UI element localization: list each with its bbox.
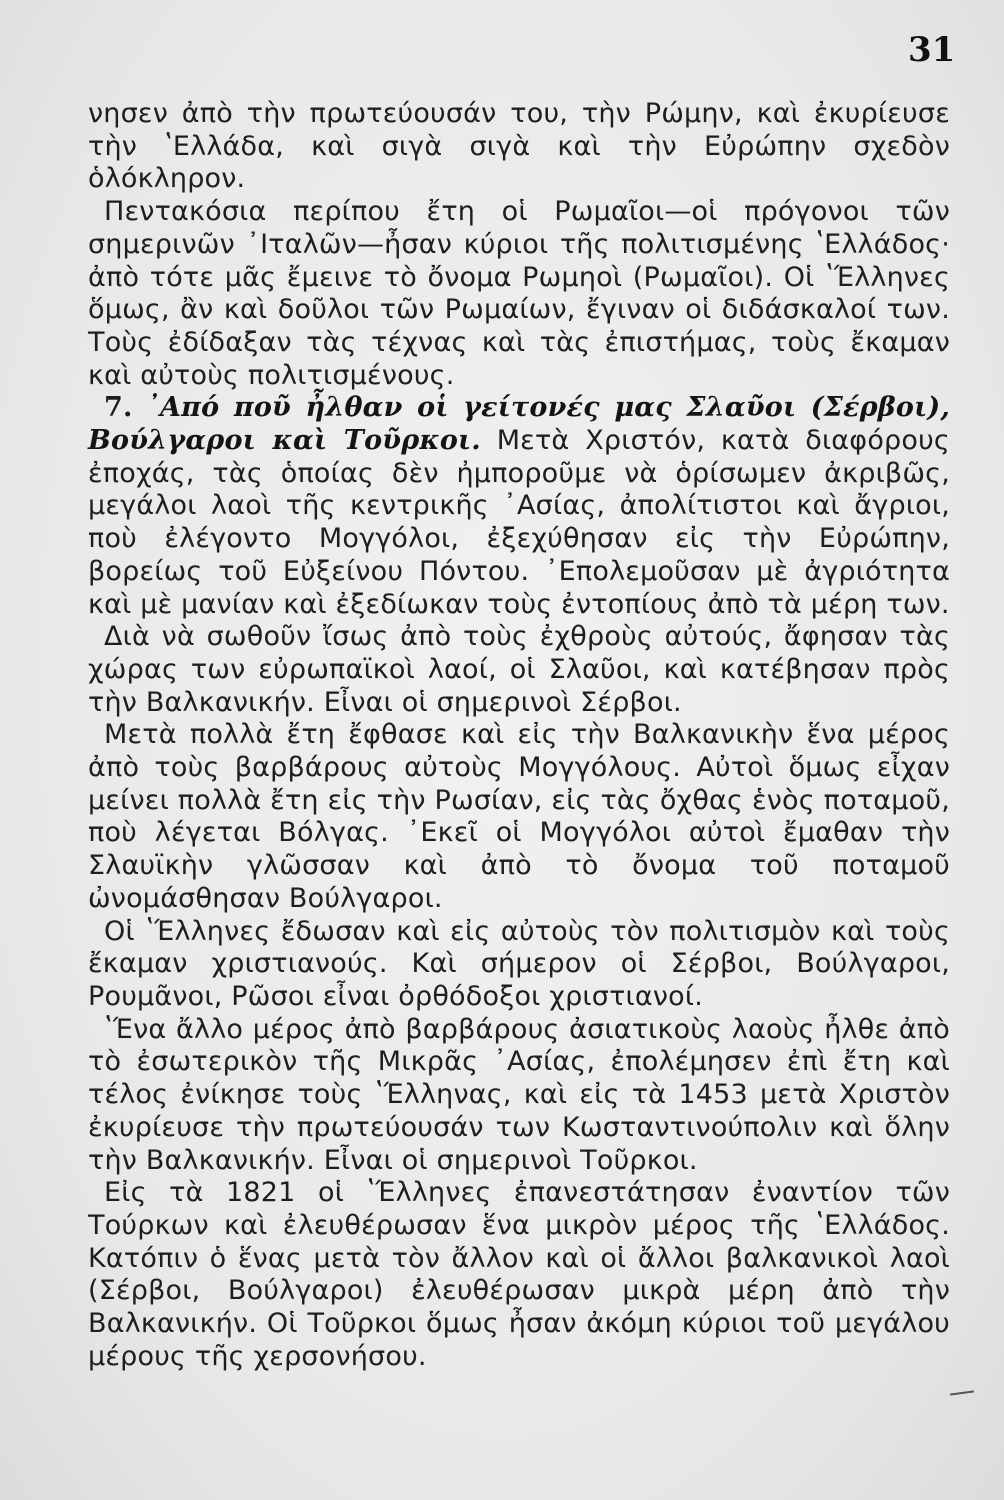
paragraph-1: νησεν ἀπὸ τὴν πρωτεύουσάν του, τὴν Ρώμην, καὶ ἐκυρίευσε τὴν ʽΕλλάδα, καὶ σιγὰ σιγὰ καὶ τὴν Εὐρώπην σχεδὸν ὁλόκληρον. [88, 98, 950, 195]
paragraph-3 [88, 392, 950, 621]
paragraph-4: Διὰ νὰ σωθοῦν ἴσως ἀπὸ τοὺς ἐχθροὺς αὐτούς, ἄφησαν τὰς χώρας των εὐρωπαϊκοὶ λαοί, οἱ Σλαῦοι, καὶ κατέβησαν πρὸς τὴν Βαλκανικήν. Εἶναι οἱ σημερινοὶ Σέρβοι. [88, 621, 950, 718]
paragraph-7: ʽΈνα ἄλλο μέρος ἀπὸ βαρβάρους ἀσιατικοὺς λαοὺς ἦλθε ἀπὸ τὸ ἐσωτερικὸν τῆς Μικρᾶς ᾽Ασίας, ἐπολέμησεν ἐπὶ ἔτη καὶ τέλος ἐνίκησε τοὺς ʽΈλληνας, καὶ εἰς τὰ 1453 μετὰ Χριστὸν ἐκυρίευσε τὴν πρωτεύουσάν των Κωσταντινούπολιν καὶ ὅλην τὴν Βαλκανικήν. Εἶναι οἱ σημερινοὶ Τοῦρκοι. [88, 1013, 950, 1176]
paragraph-6: Οἱ ʽΈλληνες ἔδωσαν καὶ εἰς αὐτοὺς τὸν πολιτισμὸν καὶ τοὺς ἔκαμαν χριστιανούς. Καὶ σήμερον οἱ Σέρβοι, Βούλγαροι, Ρουμᾶνοι, Ρῶσοι εἶναι ὀρθόδοξοι χριστιανοί. [88, 915, 950, 1012]
section-number: 7. [104, 392, 133, 424]
paragraph-8: Εἰς τὰ 1821 οἱ ʽΈλληνες ἐπανεστάτησαν ἐναντίον τῶν Τούρκων καὶ ἐλευθέρωσαν ἕνα μικρὸν μέρος τῆς ʽΕλλάδος. Κατόπιν ὁ ἕνας μετὰ τὸν ἄλλον καὶ οἱ ἄλλοι βαλκανικοὶ λαοὶ (Σέρβοι, Βούλγαροι) ἐλευθέρωσαν μικρὰ μέρη ἀπὸ τὴν Βαλκανικήν. Οἱ Τοῦρκοι ὅμως ἦσαν ἀκόμη κύριοι τοῦ μεγάλου μέρους τῆς χερσονήσου. [88, 1177, 950, 1372]
paragraph-3-text: Μετὰ Χριστόν, κατὰ διαφόρους ἐποχάς, τὰς ὁποίας δὲν ἠμποροῦμε νὰ ὁρίσωμεν ἀκριβῶς, μεγάλοι λαοὶ τῆς κεντρικῆς ᾽Ασίας, ἀπολίτιστοι καὶ ἄγριοι, ποὺ ἐλέγοντο Μογγόλοι, ἐξεχύθησαν εἰς τὴν Εὐρώπην, βορείως τοῦ Εὐξείνου Πόντου. ᾽Επολεμοῦσαν μὲ ἀγριότητα καὶ μὲ μανίαν καὶ ἐξεδίωκαν τοὺς ἐντοπίους ἀπὸ τὰ μέρη των. [88, 425, 950, 620]
paragraph-2: Πεντακόσια περίπου ἔτη οἱ Ρωμαῖοι—οἱ πρόγονοι τῶν σημερινῶν ᾽Ιταλῶν—ἦσαν κύριοι τῆς πολιτισμένης ʽΕλλάδος· ἀπὸ τότε μᾶς ἔμεινε τὸ ὄνομα Ρωμηοὶ (Ρωμαῖοι). Οἱ ʽΈλληνες ὅμως, ἂν καὶ δοῦλοι τῶν Ρωμαίων, ἔγιναν οἱ διδάσκαλοί των. Τοὺς ἐδίδαξαν τὰς τέχνας καὶ τὰς ἐπιστήμας, τοὺς ἔκαμαν καὶ αὐτοὺς πολιτισμένους. [88, 196, 950, 391]
page-body [88, 98, 950, 1373]
paragraph-5: Μετὰ πολλὰ ἔτη ἔφθασε καὶ εἰς τὴν Βαλκανικὴν ἕνα μέρος ἀπὸ τοὺς βαρβάρους αὐτοὺς Μογγόλους. Αὐτοὶ ὅμως εἶχαν μείνει πολλὰ ἔτη εἰς τὴν Ρωσίαν, εἰς τὰς ὄχθας ἑνὸς ποταμοῦ, ποὺ λέγεται Βόλγας. ᾽Εκεῖ οἱ Μογγόλοι αὐτοὶ ἔμαθαν τὴν Σλαυϊκὴν γλῶσσαν καὶ ἀπὸ τὸ ὄνομα τοῦ ποταμοῦ ὠνομάσθησαν Βούλγαροι. [88, 719, 950, 914]
corner-mark [950, 1390, 974, 1395]
page-number: 31 [908, 30, 956, 70]
section-title: ᾽Από ποῦ ἦλθαν οἱ γείτονές μας Σλαῦοι (Σέρβοι), Βούλγαροι καὶ Τοῦρκοι. [88, 392, 950, 457]
